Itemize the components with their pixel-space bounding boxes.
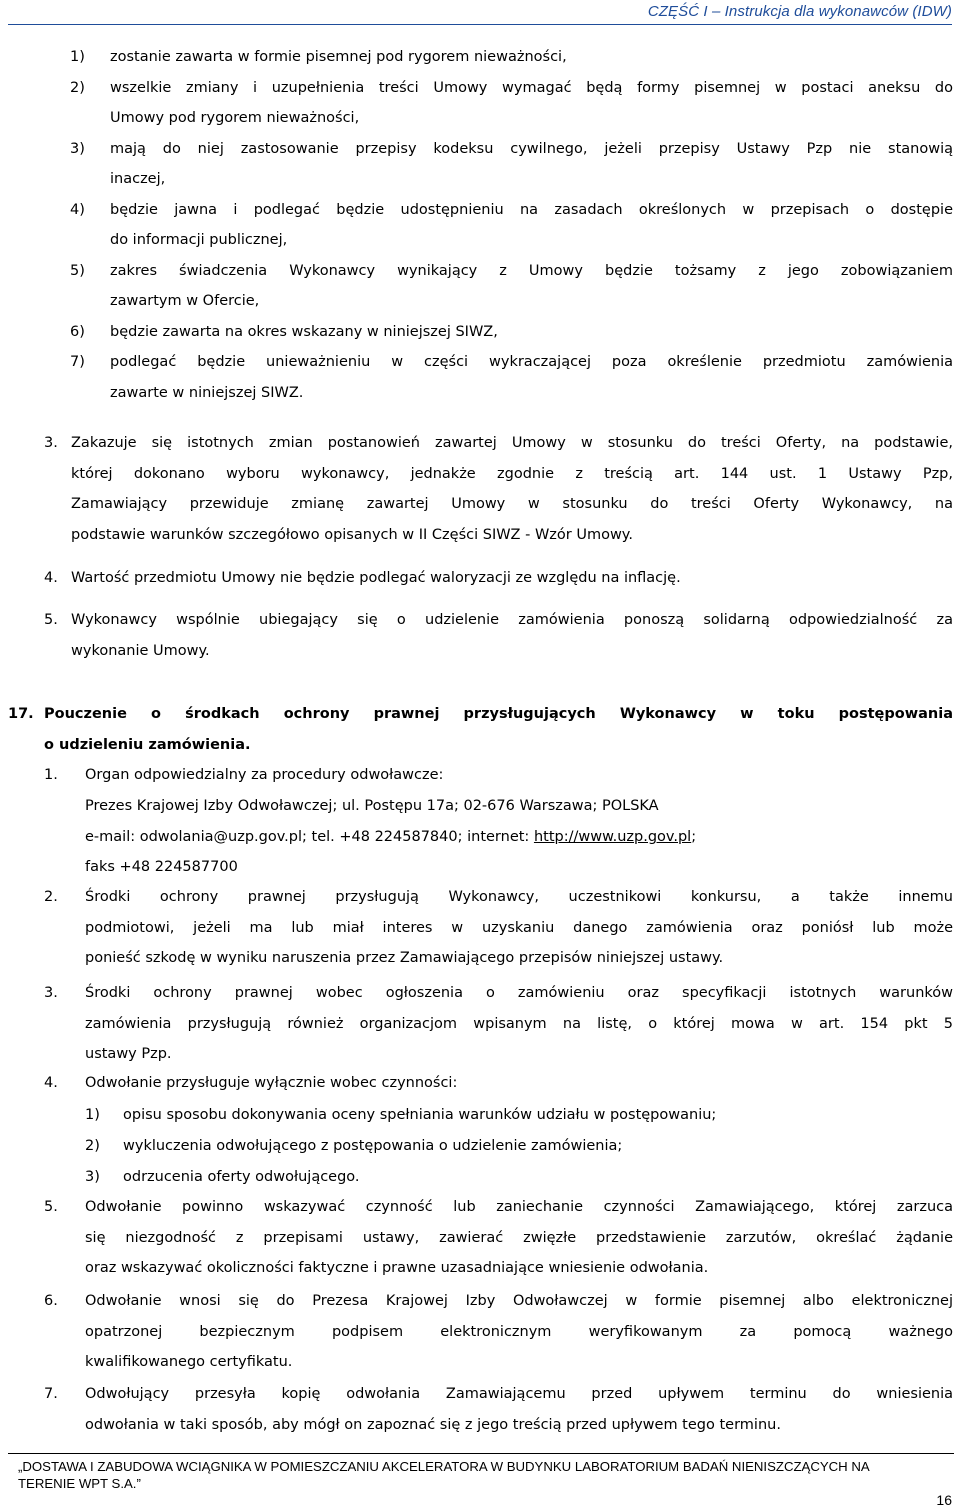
list-item-text: opatrzonej bezpiecznym podpisem elektronicznym weryfikowanym za pomocą ważnego bbox=[85, 1323, 953, 1340]
sub-list-item-text: opisu sposobu dokonywania oceny spełniania warunków udziału w postępowaniu; bbox=[123, 1107, 717, 1123]
list-item-text: zostanie zawarta w formie pisemnej pod rygorem nieważności, bbox=[110, 49, 567, 65]
list-item-text: zamówienia przysługują również organizacjom wpisanym na listę, o której mowa w art. 154 pkt 5 bbox=[85, 1015, 953, 1032]
sub-list-item-text: wykluczenia odwołującego z postępowania o udzielenie zamówienia; bbox=[123, 1138, 623, 1154]
contact-text: e-mail: odwolania@uzp.gov.pl; tel. +48 224587840; internet: bbox=[85, 829, 534, 845]
list-number: 5) bbox=[70, 262, 85, 279]
list-number: 4. bbox=[44, 570, 58, 586]
list-number: 6) bbox=[70, 323, 85, 340]
contact-suffix: ; bbox=[691, 829, 697, 845]
list-number: 2) bbox=[70, 79, 85, 96]
page-number: 16 bbox=[936, 1492, 952, 1508]
footer-line-1: „DOSTAWA I ZABUDOWA WCIĄGNIKA W POMIESZCZANIU AKCELERATORA W BUDYNKU LABORATORIUM BADAŃ NIENISZCZĄCYCH NA bbox=[18, 1459, 870, 1474]
section-title: Pouczenie o środkach ochrony prawnej przysługujących Wykonawcy w toku postępowania bbox=[44, 706, 953, 722]
list-item-text: Środki ochrony prawnej przysługują Wykonawcy, uczestnikowi konkursu, a także innemu bbox=[85, 889, 953, 905]
list-item-text: oraz wskazywać okoliczności faktyczne i prawne uzasadniające wniesienie odwołania. bbox=[85, 1260, 709, 1276]
list-number: 3) bbox=[70, 140, 85, 157]
list-item-text: będzie jawna i podlegać będzie udostępnieniu na zasadach określonych w przepisach o dostępie bbox=[110, 201, 953, 218]
list-item-text: Organ odpowiedzialny za procedury odwoławcze: bbox=[85, 767, 444, 783]
website-link[interactable]: http://www.uzp.gov.pl bbox=[533, 829, 692, 845]
list-item-text: Odwołanie powinno wskazywać czynność lub zaniechanie czynności Zamawiającego, której zarzuca bbox=[85, 1199, 953, 1215]
list-number: 2) bbox=[85, 1138, 100, 1154]
list-item-text: zawarte w niniejszej SIWZ. bbox=[110, 384, 304, 401]
list-item-text: będzie zawarta na okres wskazany w niniejszej SIWZ, bbox=[110, 323, 498, 340]
paragraph-text: wykonanie Umowy. bbox=[71, 642, 210, 659]
list-item-text: ponieść szkodę w wyniku naruszenia przez Zamawiającego przepisów niniejszej ustawy. bbox=[85, 950, 724, 966]
list-number: 17. bbox=[8, 706, 34, 722]
list-number: 7. bbox=[44, 1386, 58, 1402]
list-item-text: Odwołanie wnosi się do Prezesa Krajowej Izby Odwoławczej w formie pisemnej albo elektronicznej bbox=[85, 1293, 953, 1309]
list-item-text: się niezgodność z przepisami ustawy, zawierać zwięzłe przedstawienie zarzutów, określać żądanie bbox=[85, 1229, 953, 1246]
list-item-text: mają do niej zastosowanie przepisy kodeksu cywilnego, jeżeli przepisy Ustawy Pzp nie stanowią bbox=[110, 140, 953, 157]
list-number: 6. bbox=[44, 1293, 58, 1309]
footer-line-2: TERENIE WPT S.A.” bbox=[18, 1476, 141, 1491]
list-number: 5. bbox=[44, 612, 58, 628]
list-number: 3. bbox=[44, 985, 58, 1001]
list-item-text: Odwołanie przysługuje wyłącznie wobec czynności: bbox=[85, 1075, 458, 1091]
list-number: 1. bbox=[44, 767, 58, 783]
paragraph-text: Zamawiający przewiduje zmianę zawartej Umowy w stosunku do treści Oferty Wykonawcy, na bbox=[71, 496, 953, 512]
footer-title bbox=[18, 1458, 948, 1492]
paragraph-text: której dokonano wyboru wykonawcy, jednakże zgodnie z treścią art. 144 ust. 1 Ustawy Pzp, bbox=[71, 465, 953, 482]
list-item-text: zawartym w Ofercie, bbox=[110, 293, 260, 309]
contact-line bbox=[85, 826, 696, 848]
list-item-text: podlegać będzie unieważnieniu w części wykraczającej poza określenie przedmiotu zamówienia bbox=[110, 354, 953, 370]
paragraph-text: podstawie warunków szczegółowo opisanych w II Części SIWZ - Wzór Umowy. bbox=[71, 526, 633, 543]
list-item-text: wszelkie zmiany i uzupełnienia treści Umowy wymagać będą formy pisemnej w postaci aneksu do bbox=[110, 79, 953, 96]
list-item-text: do informacji publicznej, bbox=[110, 232, 288, 248]
list-item-text: Środki ochrony prawnej wobec ogłoszenia o zamówieniu oraz specyfikacji istotnych warunków bbox=[85, 985, 953, 1001]
list-number: 2. bbox=[44, 889, 58, 905]
list-number: 5. bbox=[44, 1199, 58, 1215]
list-number: 1) bbox=[85, 1107, 100, 1123]
list-number: 4) bbox=[70, 201, 85, 218]
paragraph-text: Zakazuje się istotnych zmian postanowień zawartej Umowy w stosunku do treści Oferty, na podstawie, bbox=[71, 435, 953, 451]
sub-list-item-text: odrzucenia oferty odwołującego. bbox=[123, 1169, 360, 1185]
list-item-text: Odwołujący przesyła kopię odwołania Zamawiającemu przed upływem terminu do wniesienia bbox=[85, 1386, 953, 1402]
list-item-text: faks +48 224587700 bbox=[85, 859, 238, 875]
section-title: o udzieleniu zamówienia. bbox=[44, 736, 251, 753]
list-item-text: inaczej, bbox=[110, 171, 166, 187]
list-number: 1) bbox=[70, 49, 85, 65]
paragraph-text: Wykonawcy wspólnie ubiegający się o udzielenie zamówienia ponoszą solidarną odpowiedzialność za bbox=[71, 612, 953, 628]
list-number: 3) bbox=[85, 1169, 100, 1185]
list-item-text: odwołania w taki sposób, aby mógł on zapoznać się z jego treścią przed upływem tego terminu. bbox=[85, 1416, 781, 1433]
list-item-text: ustawy Pzp. bbox=[85, 1046, 172, 1062]
list-number: 3. bbox=[44, 435, 58, 451]
list-number: 4. bbox=[44, 1075, 58, 1091]
footer-divider bbox=[8, 1453, 954, 1454]
paragraph-text: Wartość przedmiotu Umowy nie będzie podlegać waloryzacji ze względu na inflację. bbox=[71, 570, 681, 586]
list-item-text: Prezes Krajowej Izby Odwoławczej; ul. Postępu 17a; 02-676 Warszawa; POLSKA bbox=[85, 798, 659, 814]
list-item-text: podmiotowi, jeżeli ma lub miał interes w uzyskaniu danego zamówienia oraz poniósł lub może bbox=[85, 919, 953, 936]
list-item-text: Umowy pod rygorem nieważności, bbox=[110, 110, 360, 126]
page-header: CZĘŚĆ I – Instrukcja dla wykonawców (IDW) bbox=[8, 3, 952, 25]
list-item-text: zakres świadczenia Wykonawcy wynikający z Umowy będzie tożsamy z jego zobowiązaniem bbox=[110, 262, 953, 279]
list-item-text: kwalifikowanego certyfikatu. bbox=[85, 1354, 293, 1370]
list-number: 7) bbox=[70, 354, 85, 370]
